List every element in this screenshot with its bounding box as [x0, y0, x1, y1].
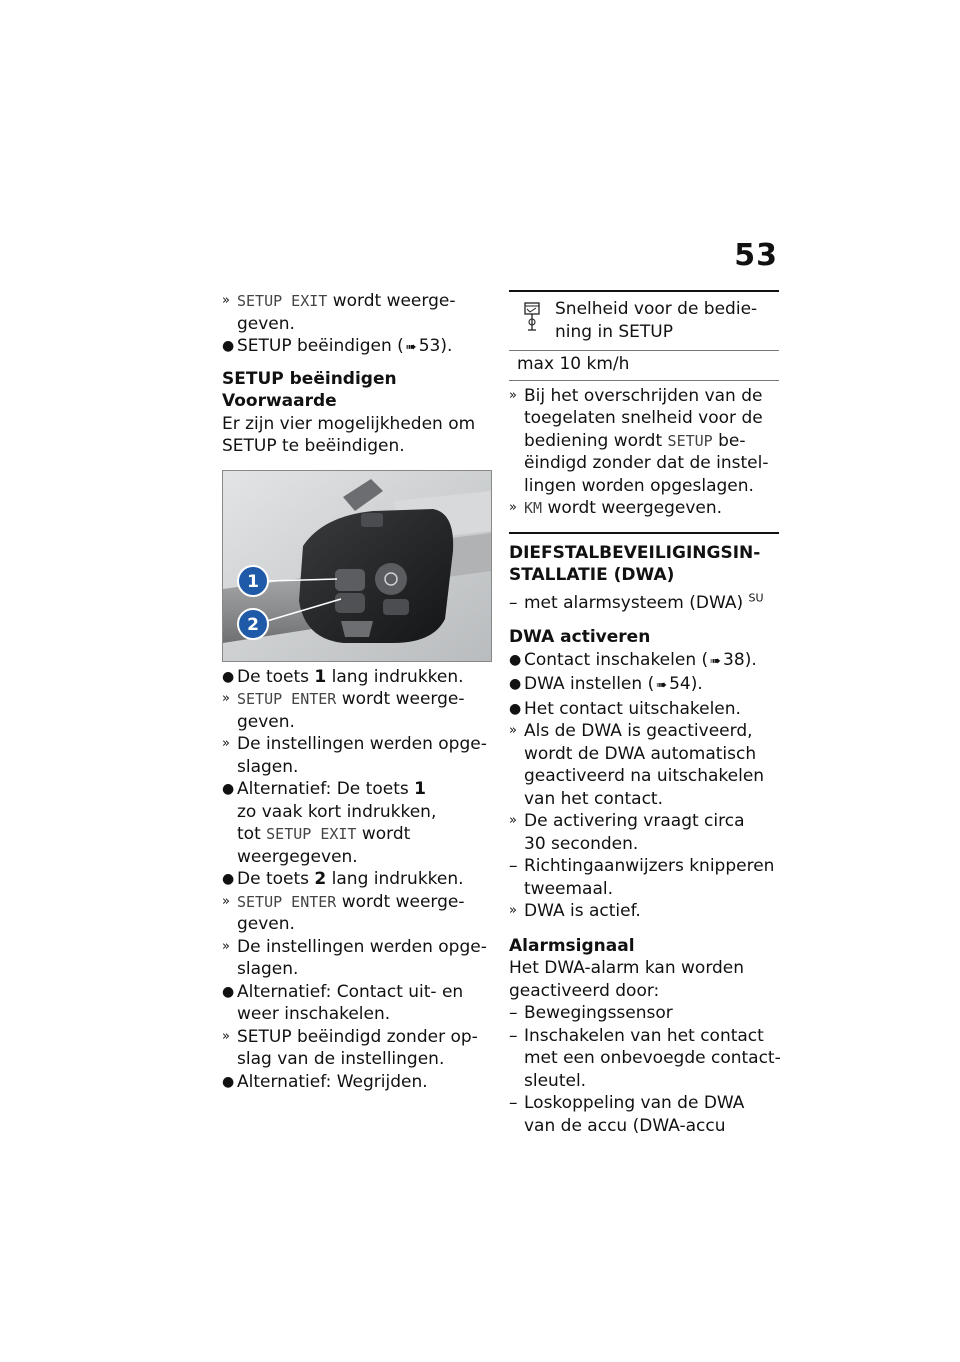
info-box-value: max 10 km/h [517, 354, 630, 374]
left-column: » SETUP EXIT wordt weerge- geven. ● SETUP beëindigen ( ➠ 53). SETUP beëindigen Voorwaarde Er zijn vier mogelijkheden om SETUP te beëindigen. 1 2 ● De toets 1 lang indrukken. » SETUP ENTER wordt weerge- geven. » De instellingen werden opge- slagen. ● Alternatief: De toets 1 zo vaak kort indrukken, tot SETUP EXIT wordt weergegeven. ● De toets 2 lang indrukken. » SETUP ENTER wordt weerge- geven. » De instellingen werden opge- slagen. ● Alternatief: Contact uit- en weer inschakelen. » SETUP beëindigd zonder op- slag van de instellingen. ● Alternatief: Wegrijden. [222, 290, 492, 1093]
subheading-prerequisite: Voorwaarde [222, 391, 337, 411]
option-item: – met alarmsysteem (DWA) $^{SU}$ [509, 590, 764, 613]
step-item: ● Het contact uitschakelen. [509, 698, 741, 719]
step-item: ● De toets 1 lang indrukken. [222, 666, 464, 687]
bullet-marker: ● [222, 338, 235, 354]
step-item: ● De toets 2 lang indrukken. [222, 869, 464, 889]
dash-item: – Inschakelen van het contact [509, 1025, 764, 1046]
step-item: ● DWA instellen ( ➠ 54). [509, 674, 703, 694]
handlebar-illustration [223, 471, 491, 661]
section-heading: SETUP beëindigen [222, 368, 397, 389]
result-item: » De activering vraagt circa [509, 811, 745, 831]
dash-item: – Richtingaanwijzers knipperen [509, 856, 775, 876]
page-number: 53 [734, 238, 778, 273]
page-ref-arrow-icon: ➠ [656, 678, 668, 693]
result-item: » SETUP EXIT wordt weerge- [222, 291, 456, 311]
page-ref[interactable]: 38 [723, 649, 745, 670]
result-item: » SETUP ENTER wordt weerge- [222, 689, 465, 709]
callout-1-label: 1 [247, 571, 259, 592]
dash-item: – Loskoppeling van de DWA [509, 1093, 745, 1113]
step-item: ● Contact inschakelen ( ➠ 38). [509, 649, 757, 670]
result-item: » De instellingen werden opge- [222, 936, 487, 957]
result-item: » De instellingen werden opge- [222, 734, 487, 754]
speedometer-icon [509, 298, 555, 344]
step-item: ● SETUP beëindigen ( ➠ 53). [222, 336, 453, 356]
page-ref-arrow-icon: ➠ [405, 340, 417, 355]
subheading-alarm: Alarmsignaal [509, 935, 635, 956]
result-item: » SETUP beëindigd zonder op- [222, 1026, 478, 1047]
result-item: » SETUP ENTER wordt weerge- [222, 891, 465, 912]
right-column: Snelheid voor de bedie- ning in SETUP max 10 km/h » Bij het overschrijden van de toegelaten snelheid voor de bediening wordt SETUP be- ëindigd zonder dat de instel- lingen worden opgeslagen. » KM wordt weergegeven. DIEFSTALBEVEILIGINGSIN- STALLATIE (DWA) – met alarmsysteem (DWA) $^{SU}$ DWA activeren ● Contact inschakelen ( ➠ 38). ● DWA instellen ( ➠ 54). ● Het contact uitschakelen. » Als de DWA is geactiveerd, wordt de DWA automatisch geactiveerd na uitschakelen van het contact. » De activering vraagt circa 30 seconden. – Richtingaanwijzers knipperen tweemaal. » DWA is actief. Alarmsignaal Het DWA-alarm kan worden geactiveerd door: – Bewegingssensor – Inschakelen van het contact met een onbevoegde contact- sleutel. – Loskoppeling van de DWA van de accu (DWA-accu [509, 290, 779, 1137]
subheading-activate: DWA activeren [509, 627, 651, 647]
result-marker: » [222, 293, 230, 308]
step-item: ● Alternatief: De toets 1 [222, 779, 426, 799]
result-item: » Bij het overschrijden van de [509, 385, 763, 406]
display-text: SETUP EXIT [237, 292, 328, 310]
dash-item: – Bewegingssensor [509, 1003, 673, 1023]
page-ref[interactable]: 54 [669, 674, 691, 694]
info-box-title: Snelheid voor de bedie- [555, 299, 758, 319]
result-item: » Als de DWA is geactiveerd, [509, 721, 753, 741]
step-item: ● Alternatief: Wegrijden. [222, 1071, 428, 1092]
result-item: » DWA is actief. [509, 901, 641, 921]
page-ref-arrow-icon: ➠ [710, 653, 722, 669]
speed-info-box: Snelheid voor de bedie- ning in SETUP max 10 km/h [509, 290, 779, 381]
section-title: DIEFSTALBEVEILIGINGSIN- STALLATIE (DWA) [509, 532, 779, 586]
handlebar-switch-figure [222, 470, 492, 662]
result-item: » KM wordt weergegeven. [509, 498, 723, 518]
callout-2-label: 2 [247, 614, 259, 635]
option-code: SU [748, 590, 764, 604]
step-item: ● Alternatief: Contact uit- en [222, 981, 464, 1002]
page-ref[interactable]: 53 [418, 336, 441, 356]
